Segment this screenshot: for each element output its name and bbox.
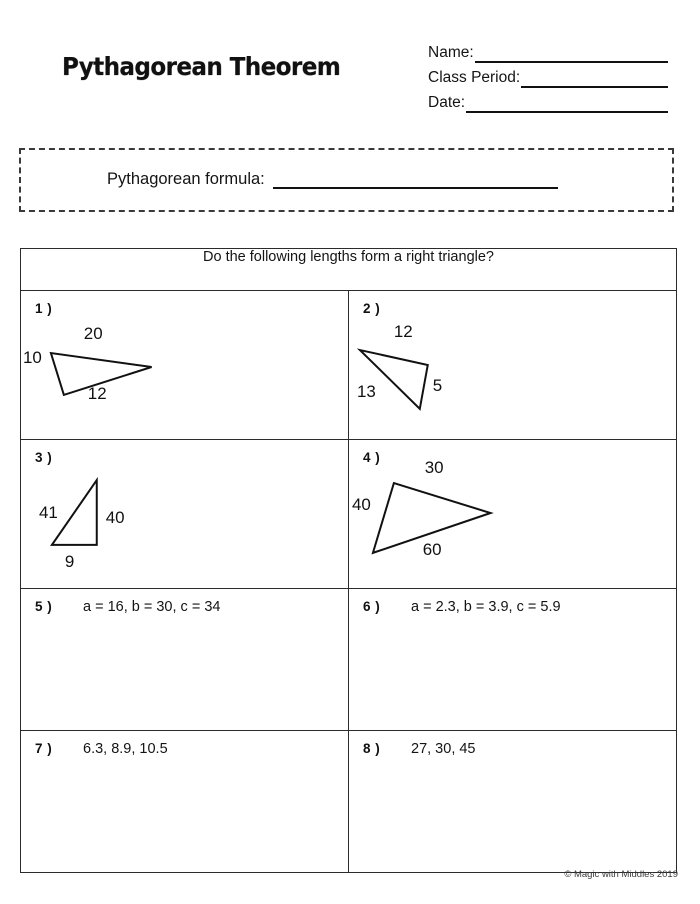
triangle-2-label-c: 13: [356, 381, 376, 401]
name-label: Name:: [428, 44, 474, 61]
student-info-row-date: [428, 88, 668, 113]
page-header: [0, 0, 700, 130]
triangle-figure-4: [349, 440, 676, 588]
triangle-3-label-b: 40: [105, 507, 125, 527]
copyright-credit: © Magic with Middles 2019: [564, 869, 678, 880]
page-title: Pythagorean Theorem: [62, 52, 341, 81]
triangle-figure-3: [21, 440, 348, 588]
problem-number-5: 5 ): [35, 599, 53, 614]
problem-number-1: 1 ): [35, 301, 53, 316]
table-header-row: [21, 249, 677, 291]
formula-blank-line[interactable]: [273, 171, 558, 189]
table-row: [21, 440, 677, 589]
problem-number-8: 8 ): [363, 741, 381, 756]
table-header-cell: Do the following lengths form a right triangle?: [21, 249, 677, 291]
problem-text-7: 6.3, 8.9, 10.5: [83, 741, 168, 757]
problem-cell-3[interactable]: [21, 440, 349, 589]
student-info-row-class-period: [428, 63, 668, 88]
problem-text-5: a = 16, b = 30, c = 34: [83, 599, 221, 615]
triangle-figure-2: [349, 291, 676, 439]
triangle-1-label-b: 20: [83, 324, 103, 344]
formula-label: Pythagorean formula:: [107, 170, 265, 188]
problem-cell-5[interactable]: [21, 589, 349, 731]
triangle-1-label-c: 12: [87, 383, 107, 403]
table-row: [21, 291, 677, 440]
problem-text-8: 27, 30, 45: [411, 741, 476, 757]
problem-cell-7[interactable]: [21, 731, 349, 873]
problem-number-7: 7 ): [35, 741, 53, 756]
problem-cell-8[interactable]: [349, 731, 677, 873]
triangle-4-label-a: 30: [424, 458, 444, 478]
class-period-label: Class Period:: [428, 69, 521, 86]
class-period-blank-line[interactable]: [521, 71, 668, 88]
triangle-2-label-a: 12: [393, 322, 413, 342]
date-label: Date:: [428, 94, 466, 111]
formula-box: [19, 148, 674, 212]
date-blank-line[interactable]: [466, 96, 668, 113]
problem-cell-2[interactable]: [349, 291, 677, 440]
table-row: [21, 731, 677, 873]
problem-cell-6[interactable]: [349, 589, 677, 731]
triangle-figure-1: [21, 291, 348, 439]
problem-number-4: 4 ): [363, 450, 381, 465]
student-info-block: [428, 38, 668, 113]
formula-prompt: [107, 169, 607, 189]
problems-table: [20, 248, 677, 873]
triangle-2-label-b: 5: [432, 375, 443, 395]
student-info-row-name: [428, 38, 668, 63]
problem-text-6: a = 2.3, b = 3.9, c = 5.9: [411, 599, 561, 615]
triangle-3-label-c: 9: [64, 551, 75, 571]
problem-number-2: 2 ): [363, 301, 381, 316]
table-row: [21, 589, 677, 731]
triangle-1-label-a: 10: [22, 348, 42, 368]
triangle-3-label-a: 41: [38, 502, 58, 522]
problem-cell-4[interactable]: [349, 440, 677, 589]
problem-number-3: 3 ): [35, 450, 53, 465]
triangle-4-label-c: 60: [422, 539, 442, 559]
name-blank-line[interactable]: [475, 46, 668, 63]
triangle-4-label-b: 40: [351, 495, 371, 515]
problem-cell-1[interactable]: [21, 291, 349, 440]
problem-number-6: 6 ): [363, 599, 381, 614]
